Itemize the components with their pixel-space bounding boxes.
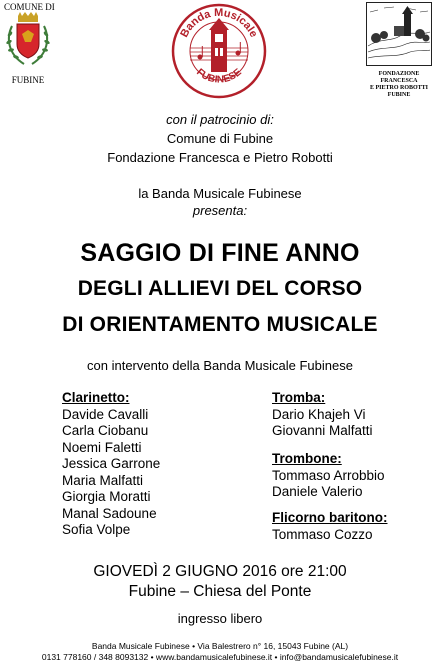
title-line-2: DEGLI ALLIEVI DEL CORSO (77, 277, 363, 300)
patron-fondazione: Fondazione Francesca e Pietro Robotti (107, 150, 333, 165)
tromba-heading: Tromba: (272, 390, 326, 405)
player-name: Davide Cavalli (62, 406, 149, 422)
flicorno-section (272, 510, 388, 543)
banda-emblem-icon (170, 2, 268, 100)
player-name: Giorgia Moratti (62, 489, 151, 504)
title-line-1: SAGGIO DI FINE ANNO (80, 239, 360, 267)
patronage-intro: con il patrocinio di: (166, 112, 274, 127)
comune-di-fubine-logo (4, 2, 55, 85)
player-name: Sofia Volpe (62, 522, 131, 537)
clarinetto-heading: Clarinetto: (62, 390, 130, 405)
clarinetto-section (62, 390, 160, 539)
title-line-3: DI ORIENTAMENTO MUSICALE (62, 313, 378, 336)
player-name: Tommaso Arrobbio (272, 467, 385, 483)
coat-of-arms-icon (4, 12, 52, 70)
fondazione-caption-3: FUBINE (387, 92, 411, 98)
player-name: Tommaso Cozzo (272, 526, 373, 542)
event-place: Fubine – Chiesa del Ponte (128, 583, 312, 600)
banda-logo-arc-top: Banda Musicale (178, 6, 260, 40)
player-name: Manal Sadoune (62, 505, 157, 521)
player-name: Carla Ciobanu (62, 423, 149, 438)
trombone-section (272, 451, 385, 501)
engraving-landscape-icon (366, 2, 432, 66)
fondazione-robotti-logo (360, 2, 438, 99)
banda-logo-arc-bottom: FUBINESE (194, 66, 244, 86)
presenter-presents: presenta: (192, 203, 248, 218)
patron-comune: Comune di Fubine (166, 131, 274, 146)
intervention-note: con intervento della Banda Musicale Fubinese (87, 358, 353, 373)
player-name: Maria Malfatti (62, 472, 144, 488)
trombone-heading: Trombone: (272, 451, 342, 466)
event-datetime: GIOVEDÌ 2 GIUGNO 2016 ore 21:00 (93, 563, 347, 580)
player-name: Dario Khajeh Vi (272, 406, 366, 422)
tromba-section (272, 390, 373, 440)
presenter-name: la Banda Musicale Fubinese (138, 186, 302, 201)
footer-address: Banda Musicale Fubinese • Via Balestrero n° 16, 15043 Fubine (AL) (91, 641, 349, 651)
player-name: Daniele Valerio (272, 484, 363, 499)
banda-musicale-fubinese-logo (170, 2, 268, 100)
fondazione-caption-2: E PIETRO ROBOTTI (369, 85, 428, 91)
player-name: Jessica Garrone (62, 456, 161, 471)
comune-logo-top-caption: COMUNE DI (4, 2, 55, 12)
footer-contacts: 0131 778160 / 348 8093132 • www.bandamusicalefubinese.it • info@bandamusicalefubinese.it (41, 652, 399, 662)
player-name: Noemi Faletti (62, 439, 142, 455)
comune-logo-bottom-caption: FUBINE (11, 75, 45, 85)
fondazione-caption-1: FONDAZIONE FRANCESCA (378, 71, 420, 84)
flicorno-heading: Flicorno baritono: (272, 510, 388, 525)
entry-note: ingresso libero (177, 611, 263, 626)
player-name: Giovanni Malfatti (272, 423, 373, 438)
